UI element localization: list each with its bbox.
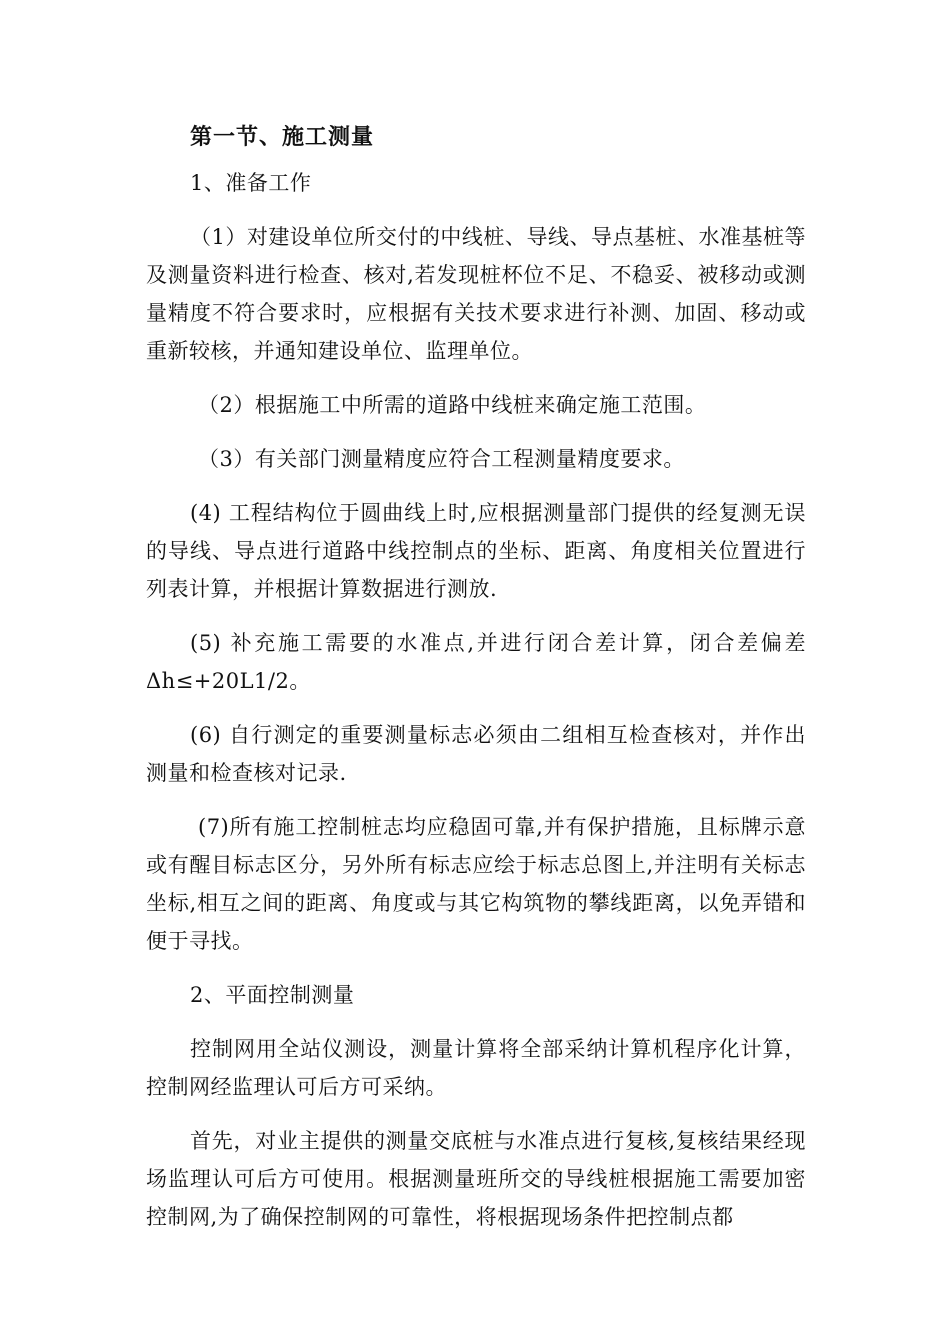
paragraph-item-7: (7)所有施工控制桩志均应稳固可靠,并有保护措施，且标牌示意或有醒目标志区分，另外所有标志应绘于标志总图上,并注明有关标志坐标,相互之间的距离、角度或与其它构筑物的攀线距离，以免弄错和便于寻找。 — [146, 815, 806, 953]
paragraph-first-step: 首先，对业主提供的测量交底桩与水准点进行复核,复核结果经现场监理认可后方可使用。根据测量班所交的导线桩根据施工需要加密控制网,为了确保控制网的可靠性，将根据现场条件把控制点都 — [146, 1129, 806, 1229]
paragraph-item-3: （3）有关部门测量精度应符合工程测量精度要求。 — [198, 447, 685, 471]
paragraph-item-4: (4) 工程结构位于圆曲线上时,应根据测量部门提供的经复测无误的导线、导点进行道路中线控制点的坐标、距离、角度相关位置进行列表计算，并根据计算数据进行测放. — [146, 501, 806, 601]
document-page — [146, 118, 806, 1252]
paragraph-item-1: （1）对建设单位所交付的中线桩、导线、导点基桩、水准基桩等及测量资料进行检查、核对,若发现桩杯位不足、不稳妥、被移动或测量精度不符合要求时，应根据有关技术要求进行补测、加固、移动或重新较核，并通知建设单位、监理单位。 — [146, 225, 806, 363]
subsection-heading-control: 2、平面控制测量 — [190, 983, 355, 1007]
subsection-heading-prep: 1、准备工作 — [190, 171, 312, 195]
paragraph-control-network: 控制网用全站仪测设，测量计算将全部采纳计算机程序化计算，控制网经监理认可后方可采纳。 — [146, 1037, 806, 1099]
paragraph-item-6: (6) 自行测定的重要测量标志必须由二组相互检查核对，并作出测量和检查核对记录. — [146, 723, 806, 785]
paragraph-item-5: (5) 补充施工需要的水准点,并进行闭合差计算，闭合差偏差Δh≤+20L1/2。 — [146, 631, 806, 693]
section-title: 第一节、施工测量 — [190, 124, 375, 150]
paragraph-item-2: （2）根据施工中所需的道路中线桩来确定施工范围。 — [198, 393, 707, 417]
